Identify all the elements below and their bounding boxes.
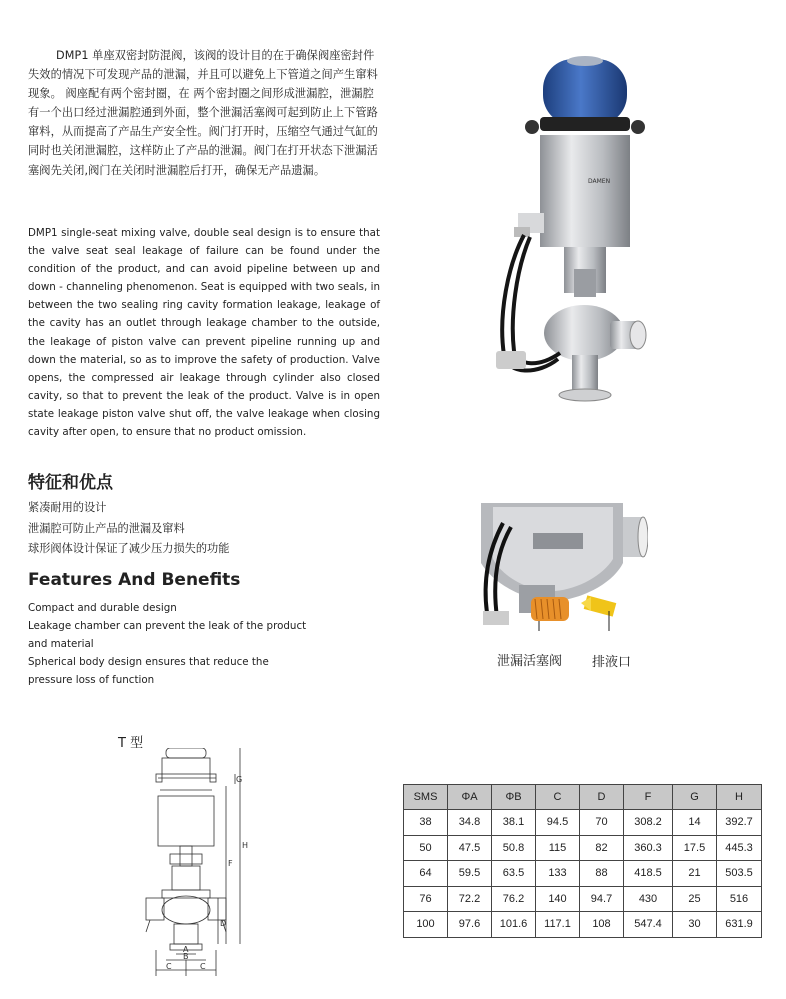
table-cell: 50.8 — [492, 835, 536, 861]
table-cell: 76 — [404, 886, 448, 912]
table-cell: 64 — [404, 861, 448, 887]
table-cell: 21 — [673, 861, 717, 887]
table-cell: 133 — [536, 861, 580, 887]
feature-cn-2: 泄漏腔可防止产品的泄漏及窜料 — [28, 521, 185, 535]
caption-leak-piston-valve: 泄漏活塞阀 — [497, 654, 563, 669]
table-cell: 17.5 — [673, 835, 717, 861]
table-cell: 100 — [404, 912, 448, 938]
table-row — [404, 886, 762, 912]
dim-label-c-left: C — [166, 962, 172, 971]
features-list-chinese — [28, 498, 229, 560]
table-cell: 503.5 — [717, 861, 762, 887]
dim-label-d: D — [220, 919, 227, 928]
dim-label-a: A — [183, 945, 189, 954]
table-header: SMS — [404, 785, 448, 810]
table-cell: 631.9 — [717, 912, 762, 938]
table-cell: 38 — [404, 810, 448, 836]
table-cell: 88 — [580, 861, 624, 887]
product-logo: DAMEN — [588, 178, 611, 185]
table-cell: 94.5 — [536, 810, 580, 836]
table-cell: 430 — [624, 886, 673, 912]
drawing-title: T 型 — [118, 736, 144, 751]
table-cell: 445.3 — [717, 835, 762, 861]
table-cell: 70 — [580, 810, 624, 836]
features-list-english — [28, 599, 313, 689]
table-header-row — [404, 785, 762, 810]
dim-label-c-right: C — [200, 962, 206, 971]
dimension-drawing — [140, 748, 250, 976]
valve-product-image — [488, 55, 648, 405]
table-header: ΦA — [448, 785, 492, 810]
features-heading-english: Features And Benefits — [28, 570, 241, 590]
dim-label-h: H — [242, 841, 249, 850]
caption-drain-outlet: 排液口 — [592, 655, 632, 670]
table-cell: 25 — [673, 886, 717, 912]
features-heading-chinese: 特征和优点 — [28, 473, 113, 493]
table-header: ΦB — [492, 785, 536, 810]
table-cell: 50 — [404, 835, 448, 861]
feature-cn-1: 紧凑耐用的设计 — [28, 501, 107, 514]
table-cell: 140 — [536, 886, 580, 912]
table-row — [404, 861, 762, 887]
table-cell: 97.6 — [448, 912, 492, 938]
table-cell: 76.2 — [492, 886, 536, 912]
feature-cn-3: 球形阀体设计保证了减少压力损失的功能 — [28, 542, 230, 555]
table-row — [404, 912, 762, 938]
table-cell: 547.4 — [624, 912, 673, 938]
table-cell: 516 — [717, 886, 762, 912]
table-cell: 59.5 — [448, 861, 492, 887]
table-cell: 47.5 — [448, 835, 492, 861]
dim-label-f: F — [228, 859, 233, 868]
table-row — [404, 810, 762, 836]
intro-english: DMP1 single-seat mixing valve, double seal design is to ensure that the valve seat seal leakage of failure can be found under the condition of the product, and can avoid pipeline between up and down - channeling phenomenon. Seat is equipped with two seals, in between the two sealing ring cavity formation leakage, leakage of the cavity has an outlet through leakage chamber to the outside, the leakage of piston valve can prevent pipeline running up and down the material, so as to improve the safety of production. Valve opens, the compressed air leakage through cylinder also closed cavity, so that to prevent the leak of the product. Valve is in open state leakage piston valve shut off, the valve leakage when closing cavity after open, to ensure that no product omission. — [28, 227, 380, 439]
feature-en-1: Compact and durable design — [28, 602, 177, 614]
dim-label-b: B — [183, 952, 189, 961]
intro-chinese: DMP1 单座双密封防混阀，该阀的设计目的在于确保阀座密封件失效的情况下可发现产品的泄漏，并且可以避免上下管道之间产生窜料现象。 阀座配有两个密封圈，在 两个密封圈之间形成泄漏腔，泄漏腔有一个出口经过泄漏腔通到外面，整个泄漏活塞阀可起到防止上下管路窜料，从而提高了产品生产安全性。阀门打开时，压缩空气通过气缸的同时也关闭泄漏腔，这样防止了产品的泄漏。阀门在打开状态下泄漏活塞阀先关闭,阀门在关闭时泄漏腔后打开，确保无产品遗漏。 — [28, 49, 378, 177]
table-cell: 82 — [580, 835, 624, 861]
table-cell: 63.5 — [492, 861, 536, 887]
table-cell: 360.3 — [624, 835, 673, 861]
table-cell: 101.6 — [492, 912, 536, 938]
dim-label-g: G — [236, 775, 243, 784]
dimension-table — [403, 784, 762, 938]
table-header: C — [536, 785, 580, 810]
table-cell: 14 — [673, 810, 717, 836]
table-header: H — [717, 785, 762, 810]
table-header: G — [673, 785, 717, 810]
table-cell: 115 — [536, 835, 580, 861]
table-row — [404, 835, 762, 861]
table-header: D — [580, 785, 624, 810]
feature-en-2: Leakage chamber can prevent the leak of the product and material — [28, 620, 307, 650]
leakage-detail-image — [463, 503, 648, 631]
table-cell: 117.1 — [536, 912, 580, 938]
table-cell: 308.2 — [624, 810, 673, 836]
table-cell: 418.5 — [624, 861, 673, 887]
table-cell: 72.2 — [448, 886, 492, 912]
table-cell: 392.7 — [717, 810, 762, 836]
table-cell: 30 — [673, 912, 717, 938]
table-cell: 94.7 — [580, 886, 624, 912]
table-cell: 34.8 — [448, 810, 492, 836]
table-header: F — [624, 785, 673, 810]
feature-en-3: Spherical body design ensures that reduce the pressure loss of function — [28, 656, 269, 686]
table-cell: 108 — [580, 912, 624, 938]
table-cell: 38.1 — [492, 810, 536, 836]
